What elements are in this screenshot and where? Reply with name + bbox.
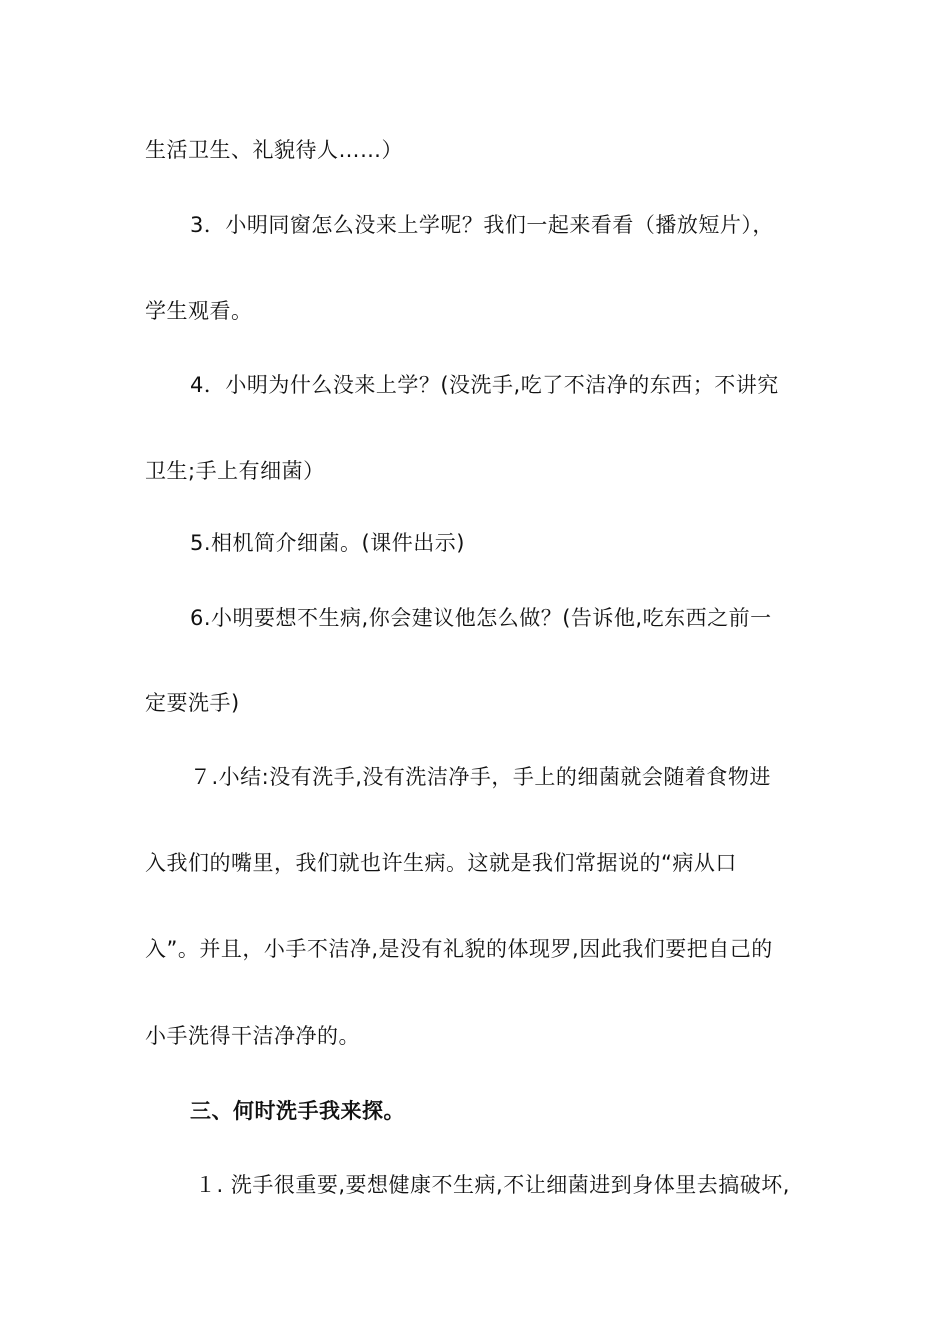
paragraph-line: 小手洗得干洁净净的。	[145, 1024, 360, 1048]
paragraph-line: 卫生;手上有细菌）	[145, 459, 325, 483]
paragraph-line: 入我们的嘴里，我们就也许生病。这就是我们常据说的“病从口	[145, 851, 737, 875]
section-heading: 三、何时洗手我来探。	[190, 1099, 405, 1123]
paragraph-item-7: ７.小结:没有洗手,没有洗洁净手，手上的细菌就会随着食物进	[190, 765, 771, 789]
paragraph-item-1: １. 洗手很重要,要想健康不生病,不让细菌进到身体里去搞破坏,	[195, 1173, 790, 1197]
paragraph-item-3: 3．小明同窗怎么没来上学呢？我们一起来看看（播放短片），	[190, 213, 774, 237]
paragraph-item-4: 4．小明为什么没来上学？(没洗手,吃了不洁净的东西；不讲究	[190, 373, 779, 397]
paragraph-item-6: 6.小明要想不生病,你会建议他怎么做？(告诉他,吃东西之前一	[190, 606, 772, 630]
paragraph-line: 入”。并且，小手不洁净,是没有礼貌的体现罗,因此我们要把自己的	[145, 937, 773, 961]
paragraph-item-5: 5.相机简介细菌。(课件出示)	[190, 531, 465, 555]
paragraph-line: 生活卫生、礼貌待人……）	[145, 138, 403, 162]
paragraph-line: 学生观看。	[145, 299, 253, 323]
paragraph-line: 定要洗手)	[145, 691, 240, 715]
